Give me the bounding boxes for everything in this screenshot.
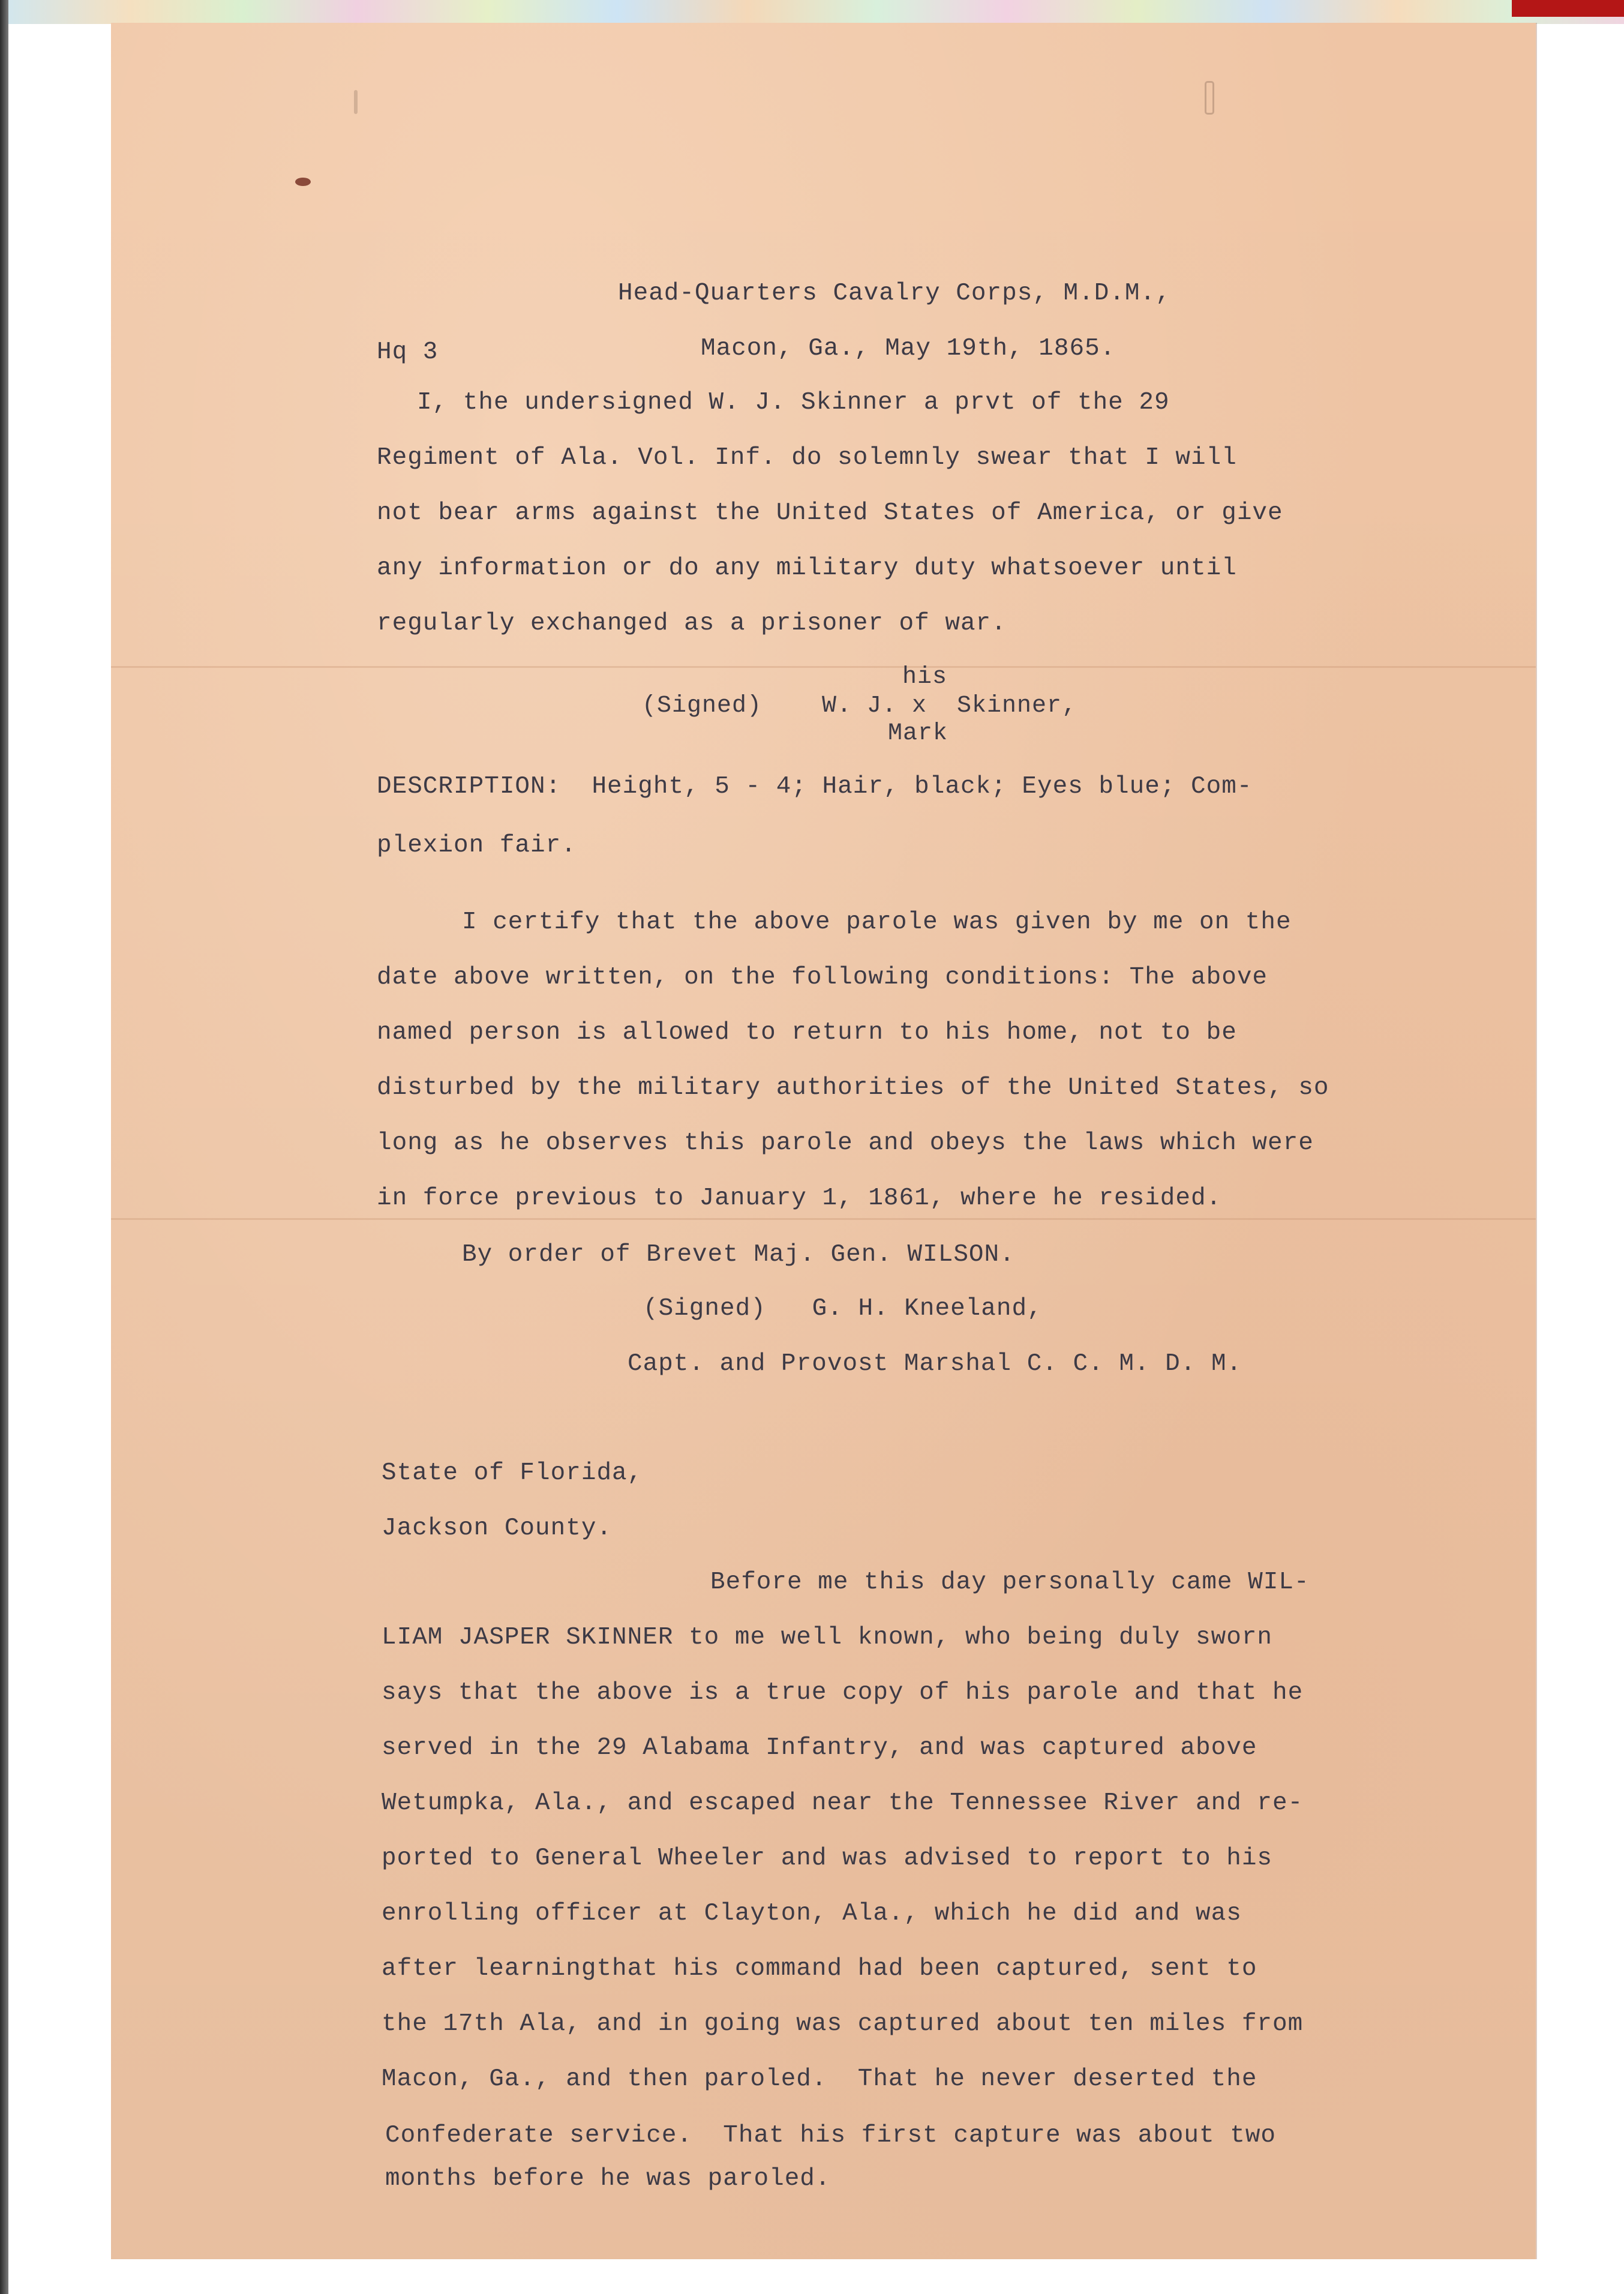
affidavit-line: Macon, Ga., and then paroled. That he never deserted the (382, 2065, 1257, 2093)
scanner-red-strip (1512, 0, 1624, 17)
signature-mark: Mark (888, 720, 948, 747)
reference-number: Hq 3 (377, 338, 439, 366)
signature-name: W. J. x Skinner, (822, 692, 1077, 719)
certification-line: named person is allowed to return to his home, not to be (377, 1019, 1237, 1046)
oath-line: not bear arms against the United States of America, or give (377, 499, 1283, 527)
scanner-color-strip (0, 0, 1624, 24)
headquarters-line: Head-Quarters Cavalry Corps, M.D.M., (618, 280, 1171, 307)
affidavit-line: LIAM JASPER SKINNER to me well known, who being duly sworn (382, 1624, 1273, 1651)
description-line: DESCRIPTION: Height, 5 - 4; Hair, black; Eyes blue; Com- (377, 773, 1253, 800)
ink-spot (354, 90, 358, 114)
affidavit-line: served in the 29 Alabama Infantry, and was captured above (382, 1734, 1257, 1762)
place-and-date: Macon, Ga., May 19th, 1865. (701, 335, 1116, 362)
oath-line: I, the undersigned W. J. Skinner a prvt of the 29 (417, 389, 1170, 416)
affidavit-line: ported to General Wheeler and was advised to report to his (382, 1845, 1273, 1872)
affidavit-line: the 17th Ala, and in going was captured about ten miles from (382, 2010, 1304, 2038)
affidavit-line: Confederate service. That his first capture was about two (385, 2122, 1277, 2149)
paper-fold (111, 1218, 1536, 1220)
certification-line: date above written, on the following conditions: The above (377, 964, 1268, 991)
scanner-left-edge (0, 0, 8, 2294)
affidavit-line: months before he was paroled. (385, 2165, 831, 2193)
affidavit-state: State of Florida, (382, 1459, 643, 1487)
certification-line: disturbed by the military authorities of the United States, so (377, 1074, 1329, 1102)
certification-line: in force previous to January 1, 1861, where he resided. (377, 1185, 1222, 1212)
affidavit-line: Before me this day personally came WIL- (710, 1569, 1310, 1596)
affidavit-line: enrolling officer at Clayton, Ala., which he did and was (382, 1900, 1242, 1927)
oath-line: Regiment of Ala. Vol. Inf. do solemnly swear that I will (377, 444, 1237, 472)
affidavit-line: Wetumpka, Ala., and escaped near the Tennessee River and re- (382, 1789, 1304, 1817)
affidavit-county: Jackson County. (382, 1515, 613, 1542)
provost-title: Capt. and Provost Marshal C. C. M. D. M. (628, 1350, 1242, 1378)
order-line: By order of Brevet Maj. Gen. WILSON. (462, 1241, 1015, 1269)
provost-signature: (Signed) G. H. Kneeland, (643, 1295, 1043, 1323)
affidavit-line: says that the above is a true copy of his parole and that he (382, 1679, 1304, 1707)
affidavit-line: after learningthat his command had been captured, sent to (382, 1955, 1257, 1983)
ink-spot (295, 178, 311, 186)
paper-fold (111, 666, 1536, 668)
oath-line: regularly exchanged as a prisoner of war. (377, 610, 1007, 637)
ink-spot (1205, 81, 1214, 115)
certification-line: long as he observes this parole and obeys the laws which were (377, 1129, 1314, 1157)
signature-his: his (902, 664, 948, 691)
certification-line: I certify that the above parole was given by me on the (462, 908, 1292, 936)
oath-line: any information or do any military duty whatsoever until (377, 554, 1237, 582)
signature-signed-label: (Signed) (642, 692, 763, 719)
description-line: plexion fair. (377, 832, 577, 859)
